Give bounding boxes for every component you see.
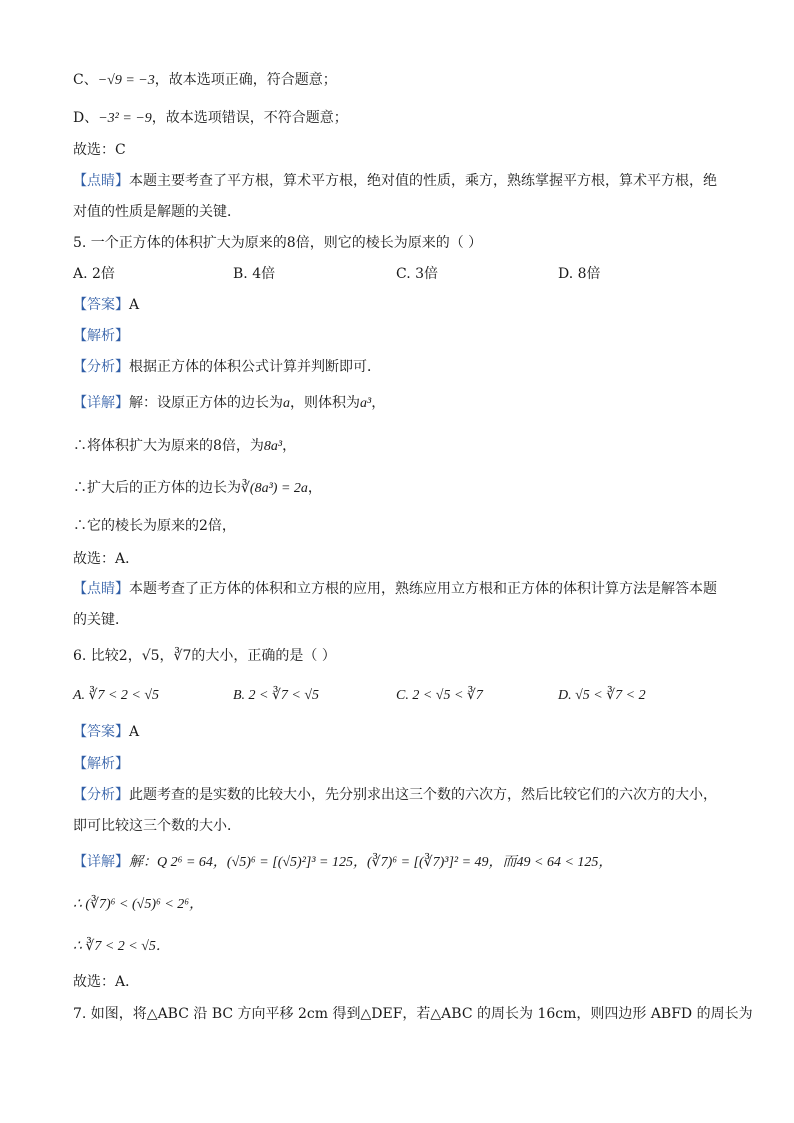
question-5 <box>73 233 482 253</box>
line-text: ， <box>307 480 322 496</box>
answer-line <box>73 722 139 742</box>
option-b: B. 2 < ∛7 < √5 <box>233 688 320 703</box>
analysis-header <box>73 326 129 346</box>
line-text: 的关键． <box>73 612 129 628</box>
line-text: ∴扩大后的正方体的边长为 <box>73 480 241 496</box>
math-cube-root: ∛(8a³) = 2a <box>241 481 308 496</box>
line-text: ， <box>282 438 297 454</box>
line-text: 即可比较这三个数的大小． <box>73 818 241 834</box>
line-text: 解：设原正方体的边长为 <box>129 395 283 411</box>
math-expression: −√9 = −3 <box>97 73 155 88</box>
answer-choice-line <box>73 549 139 569</box>
line-text: 对值的性质是解题的关键． <box>73 204 241 220</box>
line-text: 此题考查的是实数的比较大小，先分别求出这三个数的六次方，然后比较它们的六次方的大小， <box>129 787 717 803</box>
answer-choice-line <box>73 140 126 160</box>
line-text: 根据正方体的体积公式计算并判断即可． <box>129 359 381 375</box>
section-tag: 【分析】 <box>73 359 129 375</box>
option-letter: D、 <box>73 110 99 126</box>
math-a: a <box>283 396 290 411</box>
line-text: 本题主要考查了平方根，算术平方根，绝对值的性质，乘方，熟练掌握平方根，算术平方根，绝 <box>129 173 717 189</box>
section-tag: 【解析】 <box>73 756 129 772</box>
analysis-line <box>73 357 381 377</box>
comment-line-continued <box>73 610 129 630</box>
line-option-d-explanation <box>73 108 348 129</box>
option-c: C. 3倍 <box>396 266 439 282</box>
option-a: A. 2倍 <box>73 266 115 282</box>
option-letter: C、 <box>73 72 98 88</box>
line-text: ，则体积为 <box>290 395 360 411</box>
therefore-line-1 <box>73 894 203 915</box>
option-d: D. 8倍 <box>558 266 601 282</box>
section-tag: 【详解】 <box>73 854 129 870</box>
option-c: C. 2 < √5 < ∛7 <box>396 688 483 703</box>
question-7 <box>73 1004 753 1024</box>
question-text: 5. 一个正方体的体积扩大为原来的8倍，则它的棱长为原来的（ ） <box>73 235 483 251</box>
detail-line <box>73 393 385 414</box>
option-d: D. √5 < ∛7 < 2 <box>558 688 646 703</box>
section-tag: 【详解】 <box>73 395 129 411</box>
comment-line-continued <box>73 202 241 222</box>
section-tag: 【分析】 <box>73 787 129 803</box>
question-6 <box>73 646 336 666</box>
section-tag: 【解析】 <box>73 328 129 344</box>
comment-line <box>73 579 717 599</box>
math-a-cubed: a³ <box>360 396 372 411</box>
line-option-c-explanation <box>73 70 337 91</box>
comment-line <box>73 171 717 191</box>
line-text: 故选：A． <box>73 974 140 990</box>
line-text: ∴它的棱长为原来的2倍， <box>73 518 236 534</box>
question-text: 7. 如图，将△ABC 沿 BC 方向平移 2cm 得到△DEF，若△ABC 的周长为 16cm，则四边形 ABFD 的周长为 <box>73 1006 753 1022</box>
therefore-line-2 <box>73 478 322 499</box>
line-text: 故选：C <box>73 142 126 158</box>
math-8a-cubed: 8a³ <box>263 439 283 454</box>
answer-choice-line <box>73 972 139 992</box>
line-text: ，故本选项正确，符合题意； <box>154 72 337 88</box>
line-text: 本题考查了正方体的体积和立方根的应用，熟练应用立方根和正方体的体积计算方法是解答本题 <box>129 581 717 597</box>
analysis-line <box>73 785 717 805</box>
math-inequality: ∴ (∛7)⁶ < (√5)⁶ < 2⁶， <box>73 897 204 912</box>
option-b: B. 4倍 <box>233 266 276 282</box>
line-text: A <box>129 297 140 313</box>
section-tag: 【答案】 <box>73 724 129 740</box>
therefore-line-3 <box>73 516 236 536</box>
math-expression: −3² = −9 <box>98 111 152 126</box>
therefore-line-2 <box>73 936 170 957</box>
question-text: 6. 比较2，√5，∛7的大小，正确的是（ ） <box>73 648 336 664</box>
section-tag: 【答案】 <box>73 297 129 313</box>
line-text: ， <box>371 395 386 411</box>
analysis-line-continued <box>73 816 241 836</box>
line-text: A <box>129 724 140 740</box>
line-text: ∴将体积扩大为原来的8倍，为 <box>73 438 264 454</box>
math-inequality: ∴ ∛7 < 2 < √5． <box>73 939 170 954</box>
section-tag: 【点睛】 <box>73 581 129 597</box>
analysis-header <box>73 754 129 774</box>
line-text: 故选：A． <box>73 551 140 567</box>
detail-line <box>73 852 612 873</box>
option-a: A. ∛7 < 2 < √5 <box>73 688 160 703</box>
answer-line <box>73 295 139 315</box>
math-detail: 解：Q 2⁶ = 64，(√5)⁶ = [(√5)²]³ = 125，(∛7)⁶ = [(∛7)³]² = 49，而49 < 64 < 125， <box>129 855 613 870</box>
line-text: ，故本选项错误，不符合题意； <box>151 110 348 126</box>
therefore-line-1 <box>73 436 296 457</box>
section-tag: 【点睛】 <box>73 173 129 189</box>
